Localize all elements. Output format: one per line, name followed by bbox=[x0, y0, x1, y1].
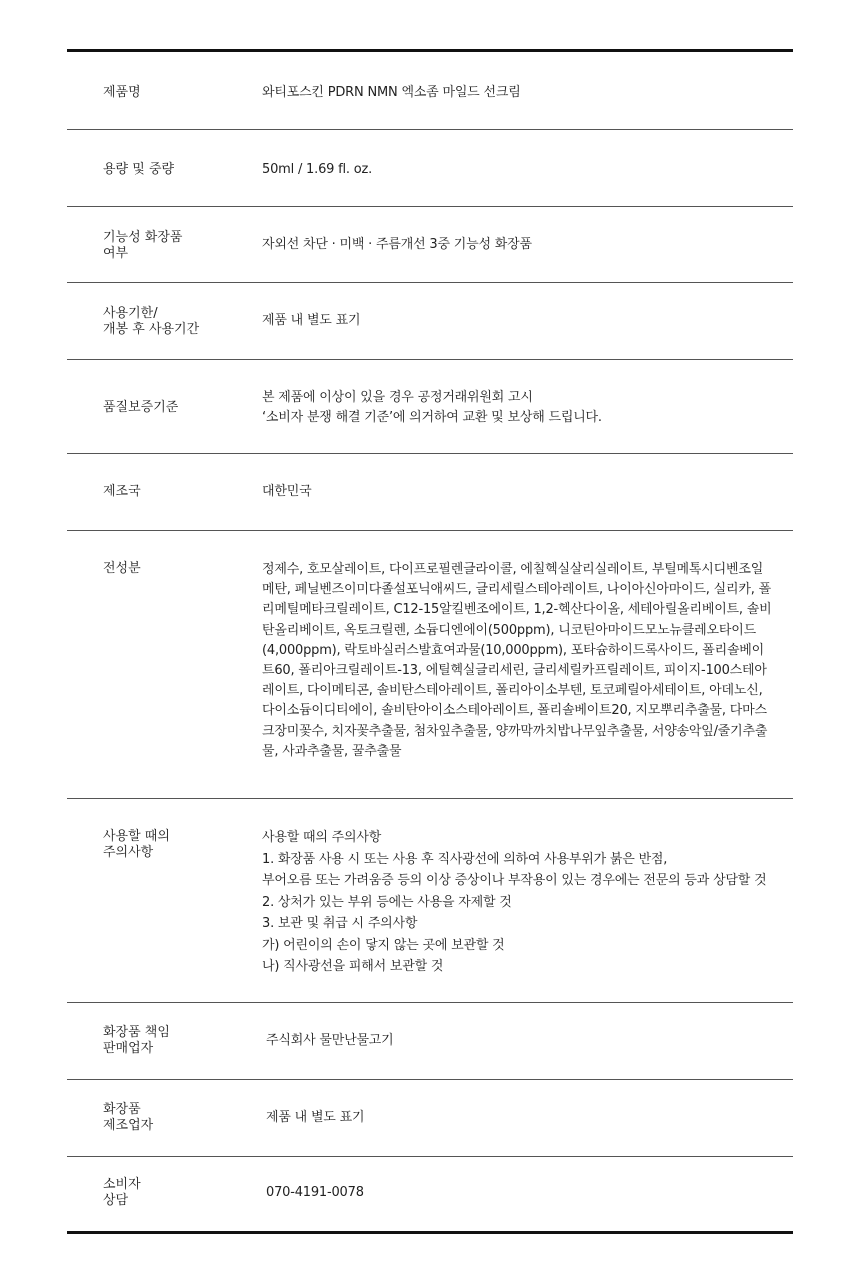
row-value: 사용할 때의 주의사항 1. 화장품 사용 시 또는 사용 후 직사광선에 의하여 사용부위가 붉은 반점, 부어오름 또는 가려움증 등의 이상 증상이나 부작용이 있는 경우에는 전문의 등과 상담할 것 2. 상처가 있는 부위 등에는 사용을 자제할 것 3. 보관 및 취급 시 주의사항 가) 어린이의 손이 닿지 않는 곳에 보관할 것 나) 직사광선을 피해서 보관할 것 bbox=[262, 830, 767, 974]
row-quality-standard bbox=[67, 360, 793, 454]
row-label: 기능성 화장품 여부 bbox=[103, 230, 183, 261]
row-value: 정제수, 호모살레이트, 다이프로필렌글라이콜, 에칠헥실살리실레이트, 부틸메톡시디벤조일 메탄, 페닐벤즈이미다졸설포닉애씨드, 글리세릴스테아레이트, 나이아신아마이드, 실리카, 폴 리메틸메타크릴레이트, C12-15알킬벤조에이트, 1,2-헥산다이올, 세테아릴올리베이트, 솔비 탄올리베이트, 옥토크릴렌, 소듐디엔에이(500ppm), 니코틴아마이드모노뉴클레오타이드 (4,000ppm), 락토바실러스발효여과물(10,000ppm), 포타슘하이드록사이드, 폴리솔베이 트60, 폴리아크릴레이트-13, 에틸헥실글리세린, 글리세릴카프릴레이트, 피이지-100스테아 레이트, 다이메티콘, 솔비탄스테아레이트, 폴리아이소부텐, 토코페릴아세테이트, 아데노신, 다이소듐이디티에이, 솔비탄아이소스테아레이트, 폴리솔베이트20, 지모뿌리추출물, 다마스 크장미꽃수, 치자꽃추출물, 첨차잎추출물, 양까막까치밥나무잎추출물, 서양송악잎/줄기추출 물, 사과추출물, 꿀추출물 bbox=[262, 562, 772, 759]
row-label: 품질보증기준 bbox=[103, 400, 179, 415]
row-origin-country bbox=[67, 454, 793, 531]
row-volume bbox=[67, 130, 793, 207]
row-manufacturer bbox=[67, 1080, 793, 1157]
row-label: 전성분 bbox=[103, 561, 141, 576]
row-label: 소비자 상담 bbox=[103, 1177, 141, 1208]
row-label: 사용기한/ 개봉 후 사용기간 bbox=[103, 306, 200, 337]
row-customer-service bbox=[67, 1157, 793, 1231]
row-expiry bbox=[67, 283, 793, 360]
product-info-table bbox=[67, 49, 793, 1234]
row-responsible-seller bbox=[67, 1003, 793, 1080]
row-value: 주식회사 물만난물고기 bbox=[266, 1033, 394, 1048]
row-value: 제품 내 별도 표기 bbox=[262, 313, 361, 328]
row-label: 제품명 bbox=[103, 85, 141, 100]
row-ingredients bbox=[67, 531, 793, 799]
row-value: 제품 내 별도 표기 bbox=[266, 1110, 365, 1125]
row-value: 50ml / 1.69 fl. oz. bbox=[262, 162, 373, 177]
row-value: 자외선 차단 · 미백 · 주름개선 3중 기능성 화장품 bbox=[262, 237, 532, 252]
row-label: 사용할 때의 주의사항 bbox=[103, 829, 170, 860]
row-value: 본 제품에 이상이 있을 경우 공정거래위원회 고시 ‘소비자 분쟁 해결 기준’에 의거하여 교환 및 보상해 드립니다. bbox=[262, 390, 602, 425]
row-value: 와티포스킨 PDRN NMN 엑소좀 마일드 선크림 bbox=[262, 85, 521, 100]
row-label: 제조국 bbox=[103, 484, 141, 499]
bottom-rule bbox=[67, 1231, 793, 1234]
row-value: 070-4191-0078 bbox=[266, 1185, 364, 1200]
row-product-name bbox=[67, 52, 793, 130]
row-label: 용량 및 중량 bbox=[103, 162, 175, 177]
row-label: 화장품 제조업자 bbox=[103, 1102, 154, 1133]
row-value: 대한민국 bbox=[262, 484, 312, 499]
row-precautions bbox=[67, 799, 793, 1003]
row-functional-cosmetic bbox=[67, 207, 793, 283]
row-label: 화장품 책임 판매업자 bbox=[103, 1025, 170, 1056]
